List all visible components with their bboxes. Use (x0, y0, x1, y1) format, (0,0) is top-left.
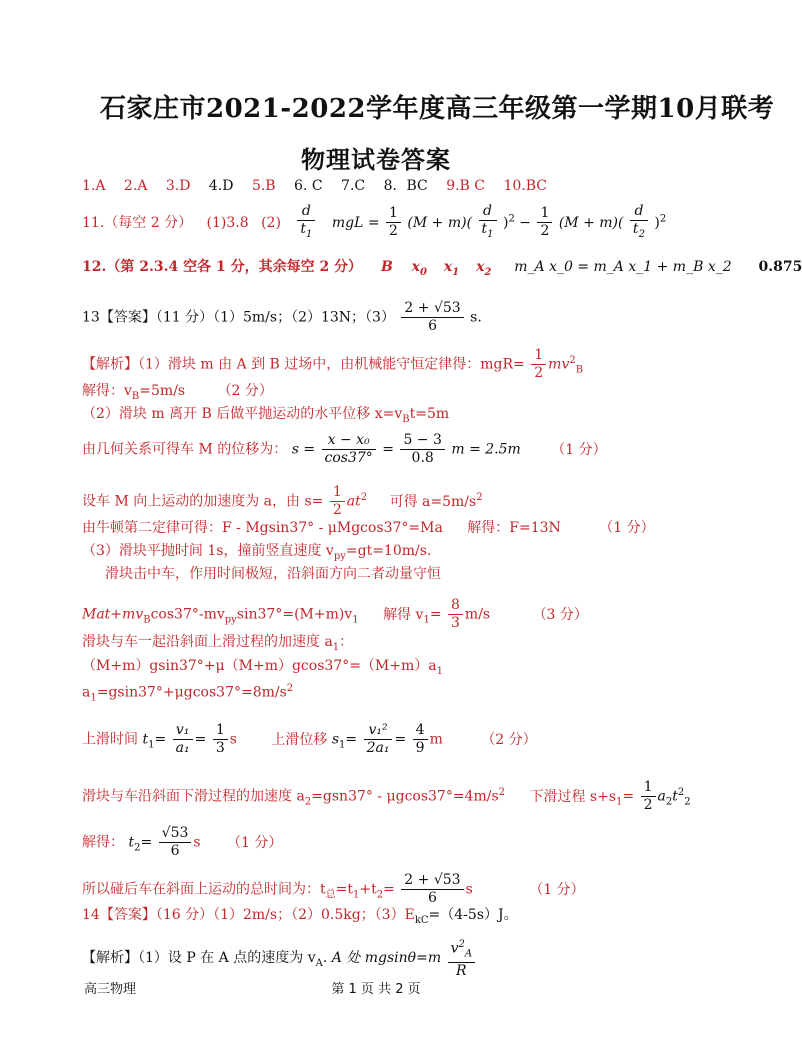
solution-line-1: 【解析】（1）滑块 m 由 A 到 B 过场中，由机械能守恒定律得：mgR= $\frac{1}{2}$ $mv^2_B$ (82, 347, 584, 381)
mc-answer: 7.C (341, 178, 366, 194)
q14-answer-line: 14【答案】（16 分）（1）2m/s；（2）0.5kg；$(3)E_{kC}=(4-5s)J$。 (82, 907, 518, 926)
footer-page-number: 第 1 页 共 2 页 (331, 982, 421, 997)
solution-line-10: 滑块与车一起沿斜面上滑过程的加速度 $a_1$： (82, 634, 354, 653)
q11-fraction-d-t2: $\frac{d}{t_2}$ (630, 203, 648, 243)
mc-answer: 9.B C (446, 178, 485, 194)
solution-line-15: 解得： $t_2=$ $\frac{√53}{6}$ s （1 分） (82, 825, 283, 859)
q11-fraction-d-t1b: $\frac{d}{t_1}$ (479, 203, 497, 243)
q11-square-1: )$^2$ (502, 213, 515, 231)
q11-square-2: )$^2$ (654, 213, 667, 231)
q11-fraction-half-2: $\frac{1}{2}$ (537, 205, 552, 240)
mc-answer: 2.A (123, 178, 148, 194)
q11-label: 11.（每空 2 分） (82, 214, 193, 231)
footer-subject: 高三物理 (84, 982, 137, 997)
q13-answer-unit: s. (470, 309, 482, 326)
q11-fraction-half: $\frac{1}{2}$ (386, 205, 401, 240)
solution-line-4: 由几何关系可得车 M 的位移为： s = $\frac{\text{x − x₀}}{\cos 37^\circ}$ = $\frac{5 - 3}{0.8}$ m = 2.5m （1 分） (82, 432, 607, 466)
solution-line-7: （3）滑块平抛时间 1s，撞前竖直速度 $v_{py}=gt=10m/s$. (82, 543, 432, 562)
page-subtitle: 物理试卷答案 (301, 145, 451, 174)
mc-answer: 8．BC (383, 178, 428, 194)
q11-minus: − (519, 214, 531, 231)
mc-answer: 6. C (294, 178, 323, 194)
mc-answer: 3.D (165, 178, 191, 194)
solution-line-6: 由牛顿第二定律可得：F - Mgsin37° - μMgcos37°=Ma 解得：F=13N （1 分） (82, 520, 655, 536)
q12-answer-x2: $x_2$ (476, 259, 492, 278)
mc-answer: 1.A (82, 178, 106, 194)
mc-answer: 10.BC (503, 178, 547, 194)
q11-answer-1: (1)3.8 (206, 214, 249, 231)
q12-label: 12.（第 2.3.4 空各 1 分，其余每空 2 分） (82, 259, 363, 275)
q12-equation: m_A x_0 = m_A x_1 + m_B x_2 (514, 259, 732, 275)
q11-equation-mass: (M + m)( (407, 214, 473, 231)
solution-line-8: 滑块击中车，作用时间极短，沿斜面方向二者动量守恒 (105, 566, 441, 582)
solution-line-9: $Mat+mv_B\cos 37^\circ-mv_{py}\sin 37^\circ=(M+m)v_1$ 解得 $v_1=$ $\frac{8}{3}$ m/s （3 分） (82, 597, 588, 631)
mc-answer: 4.D (208, 178, 234, 194)
solution-line-5: 设车 M 向上运动的加速度为 a，由 s= $\frac{1}{2}$ $at^2$ 可得 $a=5m/s^2$ (82, 484, 483, 518)
q11-equation-lhs: mgL = (331, 214, 380, 231)
q12-value: 0.875 (758, 259, 802, 275)
q11-line (82, 203, 666, 243)
q12-line (82, 258, 802, 282)
q12-answer-b: B (380, 259, 393, 275)
q13-answer-line (82, 300, 482, 335)
solution-line-16: 所以碰后车在斜面上运动的总时间为：$t_总=t_1+t_2=$ $\frac{2 + √53}{6}$ s （1 分） (82, 872, 585, 906)
q14-solution-line: 【解析】（1）设 P 在 A 点的速度为 $v_A$. A 处 mgsinθ=m $\frac{v^2_A}{R}$ (82, 936, 477, 980)
q12-answer-x1: $x_1$ (443, 259, 460, 278)
solution-line-2: 解得：$v_B=5m/s$ （2 分） (82, 383, 273, 402)
solution-line-11: $(M+m)gsin37^\circ+\mu(M+m)gcos37^\circ=(M+m)a_1$ (82, 658, 443, 677)
q11-equation-mass-2: (M + m)( (558, 214, 624, 231)
mc-answer: 5.B (251, 178, 276, 194)
solution-line-13: 上滑时间 $t_1=$ $\frac{\text{v₁}}{\text{a₁}}$ = $\frac{1}{3}$ s 上滑位移 $s_1=$ $\frac{\text{v₁²}}{\text{2a₁}}$ = $\frac{4}{9}$ m （2 分） (82, 722, 537, 756)
solution-line-12: $a_1=gsin37^\circ+\mu gcos37^\circ=8m/s^2$ (82, 683, 294, 704)
q12-answer-x0: $x_0$ (411, 259, 427, 278)
q11-fraction-d-t1: $\frac{d}{t_1}$ (297, 203, 315, 243)
mc-answers (82, 177, 561, 195)
q11-answer-2-label: (2) (261, 214, 281, 231)
q13-answer-fraction: $\frac{2 + √53}{6}$ (401, 300, 463, 335)
solution-line-14: 滑块与车沿斜面下滑过程的加速度 $a_2=gsn37^\circ - \mu gcos37^\circ=4m/s^2$ 下滑过程 $s+s_1=$ $\frac{1}{2}$ $a_2t^2_2$ (82, 779, 691, 813)
solution-line-3: （2）滑块 m 离开 B 后做平抛运动的水平位移 $x=v_Bt=5m$ (82, 406, 450, 425)
q13-label: 13【答案】（11 分）（1）5m/s；（2）13N；（3） (82, 309, 395, 326)
page-title: 石家庄市2021-2022学年度高三年级第一学期10月联考 (100, 94, 775, 124)
